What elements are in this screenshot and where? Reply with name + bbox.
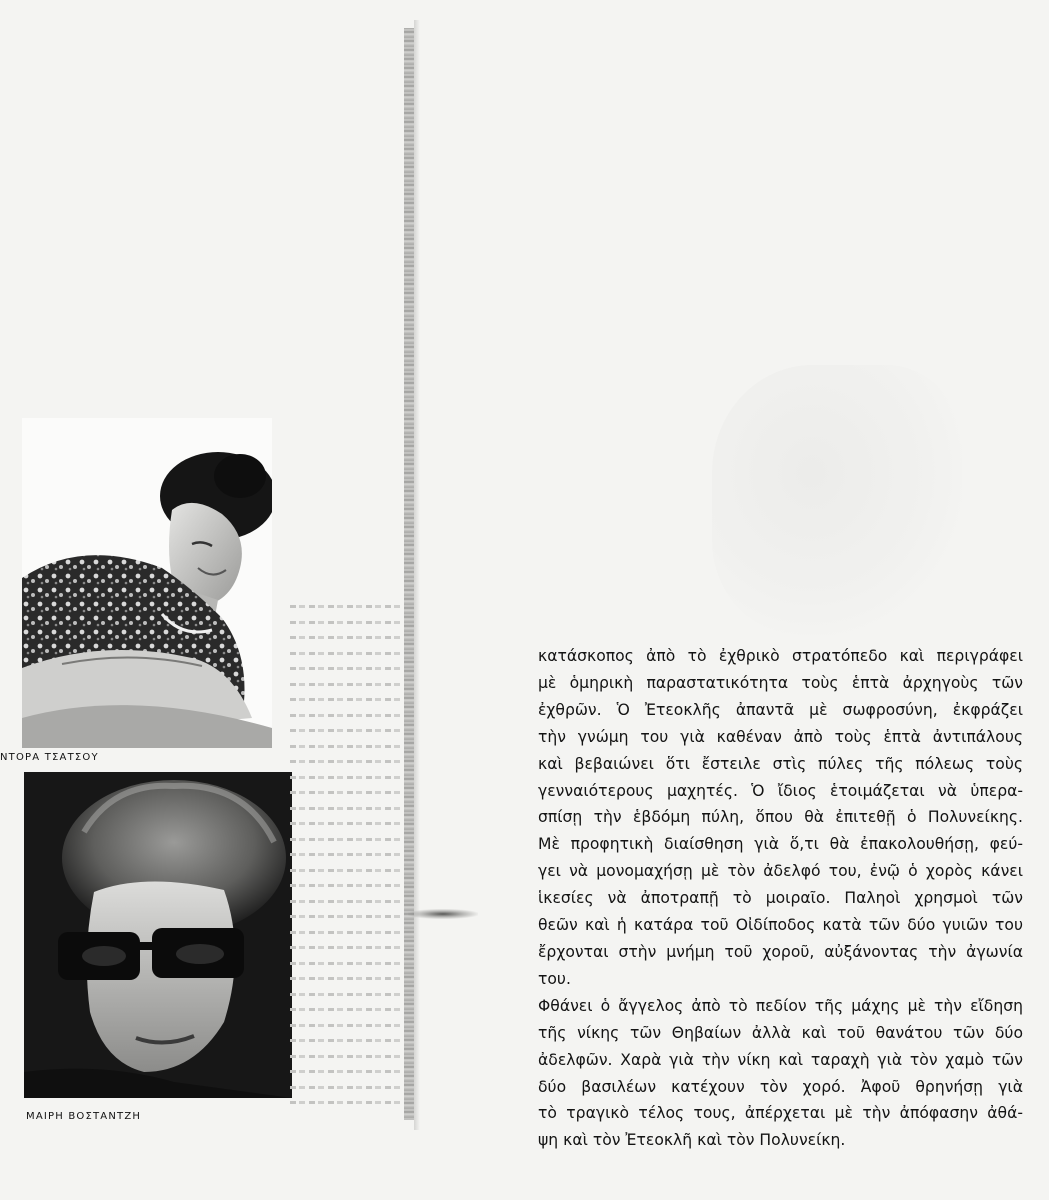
ink-smudge [408,909,478,919]
body-line: Φθάνει ὁ ἄγγελος ἀπὸ τὸ πεδίον τῆς μάχης μὲ τὴν εἴδηση [538,996,1023,1015]
photo-1-caption: ΝΤΟΡΑ ΤΣΑΤΣΟΥ [0,752,99,763]
portrait-photo-2-image [24,772,292,1098]
show-through-text [290,598,402,1110]
show-through-shadow [712,365,962,635]
body-line: καὶ βεβαιώνει ὅτι ἔστειλε στὶς πύλες τῆς πόλεως τοὺς [538,754,1023,773]
body-line: ἀδελφῶν. Χαρὰ γιὰ τὴν νίκη καὶ ταραχὴ γιὰ τὸν χαμὸ τῶν [538,1050,1023,1069]
body-line: θεῶν καὶ ἡ κατάρα τοῦ Οἰδίποδος κατὰ τῶν δύο γυιῶν του [538,916,1023,935]
page-gutter [404,28,414,1120]
body-line: ἐχθρῶν. Ὁ Ἐτεοκλῆς ἀπαντᾶ μὲ σωφροσύνη, ἐκφράζει [538,700,1023,719]
photo-2-caption: ΜΑΙΡΗ ΒΟΣΤΑΝΤΖΗ [26,1111,142,1122]
body-paragraph [538,643,1023,1154]
body-line: γενναιότερους μαχητές. Ὁ ἴδιος ἑτοιμάζεται νὰ ὑπερα- [538,781,1023,800]
body-line: ἔρχονται στὴν μνήμη τοῦ χοροῦ, αὐξάνοντας τὴν ἀγωνία [538,942,1023,961]
body-line: τὴν γνώμη του γιὰ καθέναν ἀπὸ τοὺς ἑπτὰ ἀντιπάλους [538,727,1023,746]
portrait-photo-1-image [22,418,272,748]
portrait-photo-1 [22,418,272,748]
body-line: Μὲ προφητικὴ διαίσθηση γιὰ ὅ,τι θὰ ἐπακολουθήσῃ, φεύ- [538,835,1023,854]
body-line: μὲ ὁμηρικὴ παραστατικότητα τοὺς ἑπτὰ ἀρχηγοὺς τῶν [538,673,1023,692]
body-line: γει νὰ μονομαχήσῃ μὲ τὸν ἀδελφό του, ἐνῷ ὁ χορὸς κάνει [538,862,1023,881]
body-line: ψη καὶ τὸν Ἐτεοκλῆ καὶ τὸν Πολυνείκη. [538,1131,846,1150]
body-line: του. [538,969,571,988]
portrait-photo-2 [24,772,292,1098]
body-line: ἱκεσίες νὰ ἀποτραπῇ τὸ μοιραῖο. Παληοὶ χρησμοὶ τῶν [538,889,1023,908]
body-line: δύο βασιλέων κατέχουν τὸν χορό. Ἀφοῦ θρηνήσῃ γιὰ [538,1077,1023,1096]
body-line: σπίσῃ τὴν ἑβδόμη πύλη, ὅπου θὰ ἐπιτεθῇ ὁ Πολυνείκης. [538,808,1023,827]
body-line: κατάσκοπος ἀπὸ τὸ ἐχθρικὸ στρατόπεδο καὶ περιγράφει [538,647,1023,665]
body-line: τῆς νίκης τῶν Θηβαίων ἀλλὰ καὶ τοῦ θανάτου τῶν δύο [538,1023,1023,1042]
gutter-shadow [414,20,420,1130]
body-line: τὸ τραγικὸ τέλος τους, ἀπέρχεται μὲ τὴν ἀπόφασην ἀθά- [538,1104,1023,1123]
